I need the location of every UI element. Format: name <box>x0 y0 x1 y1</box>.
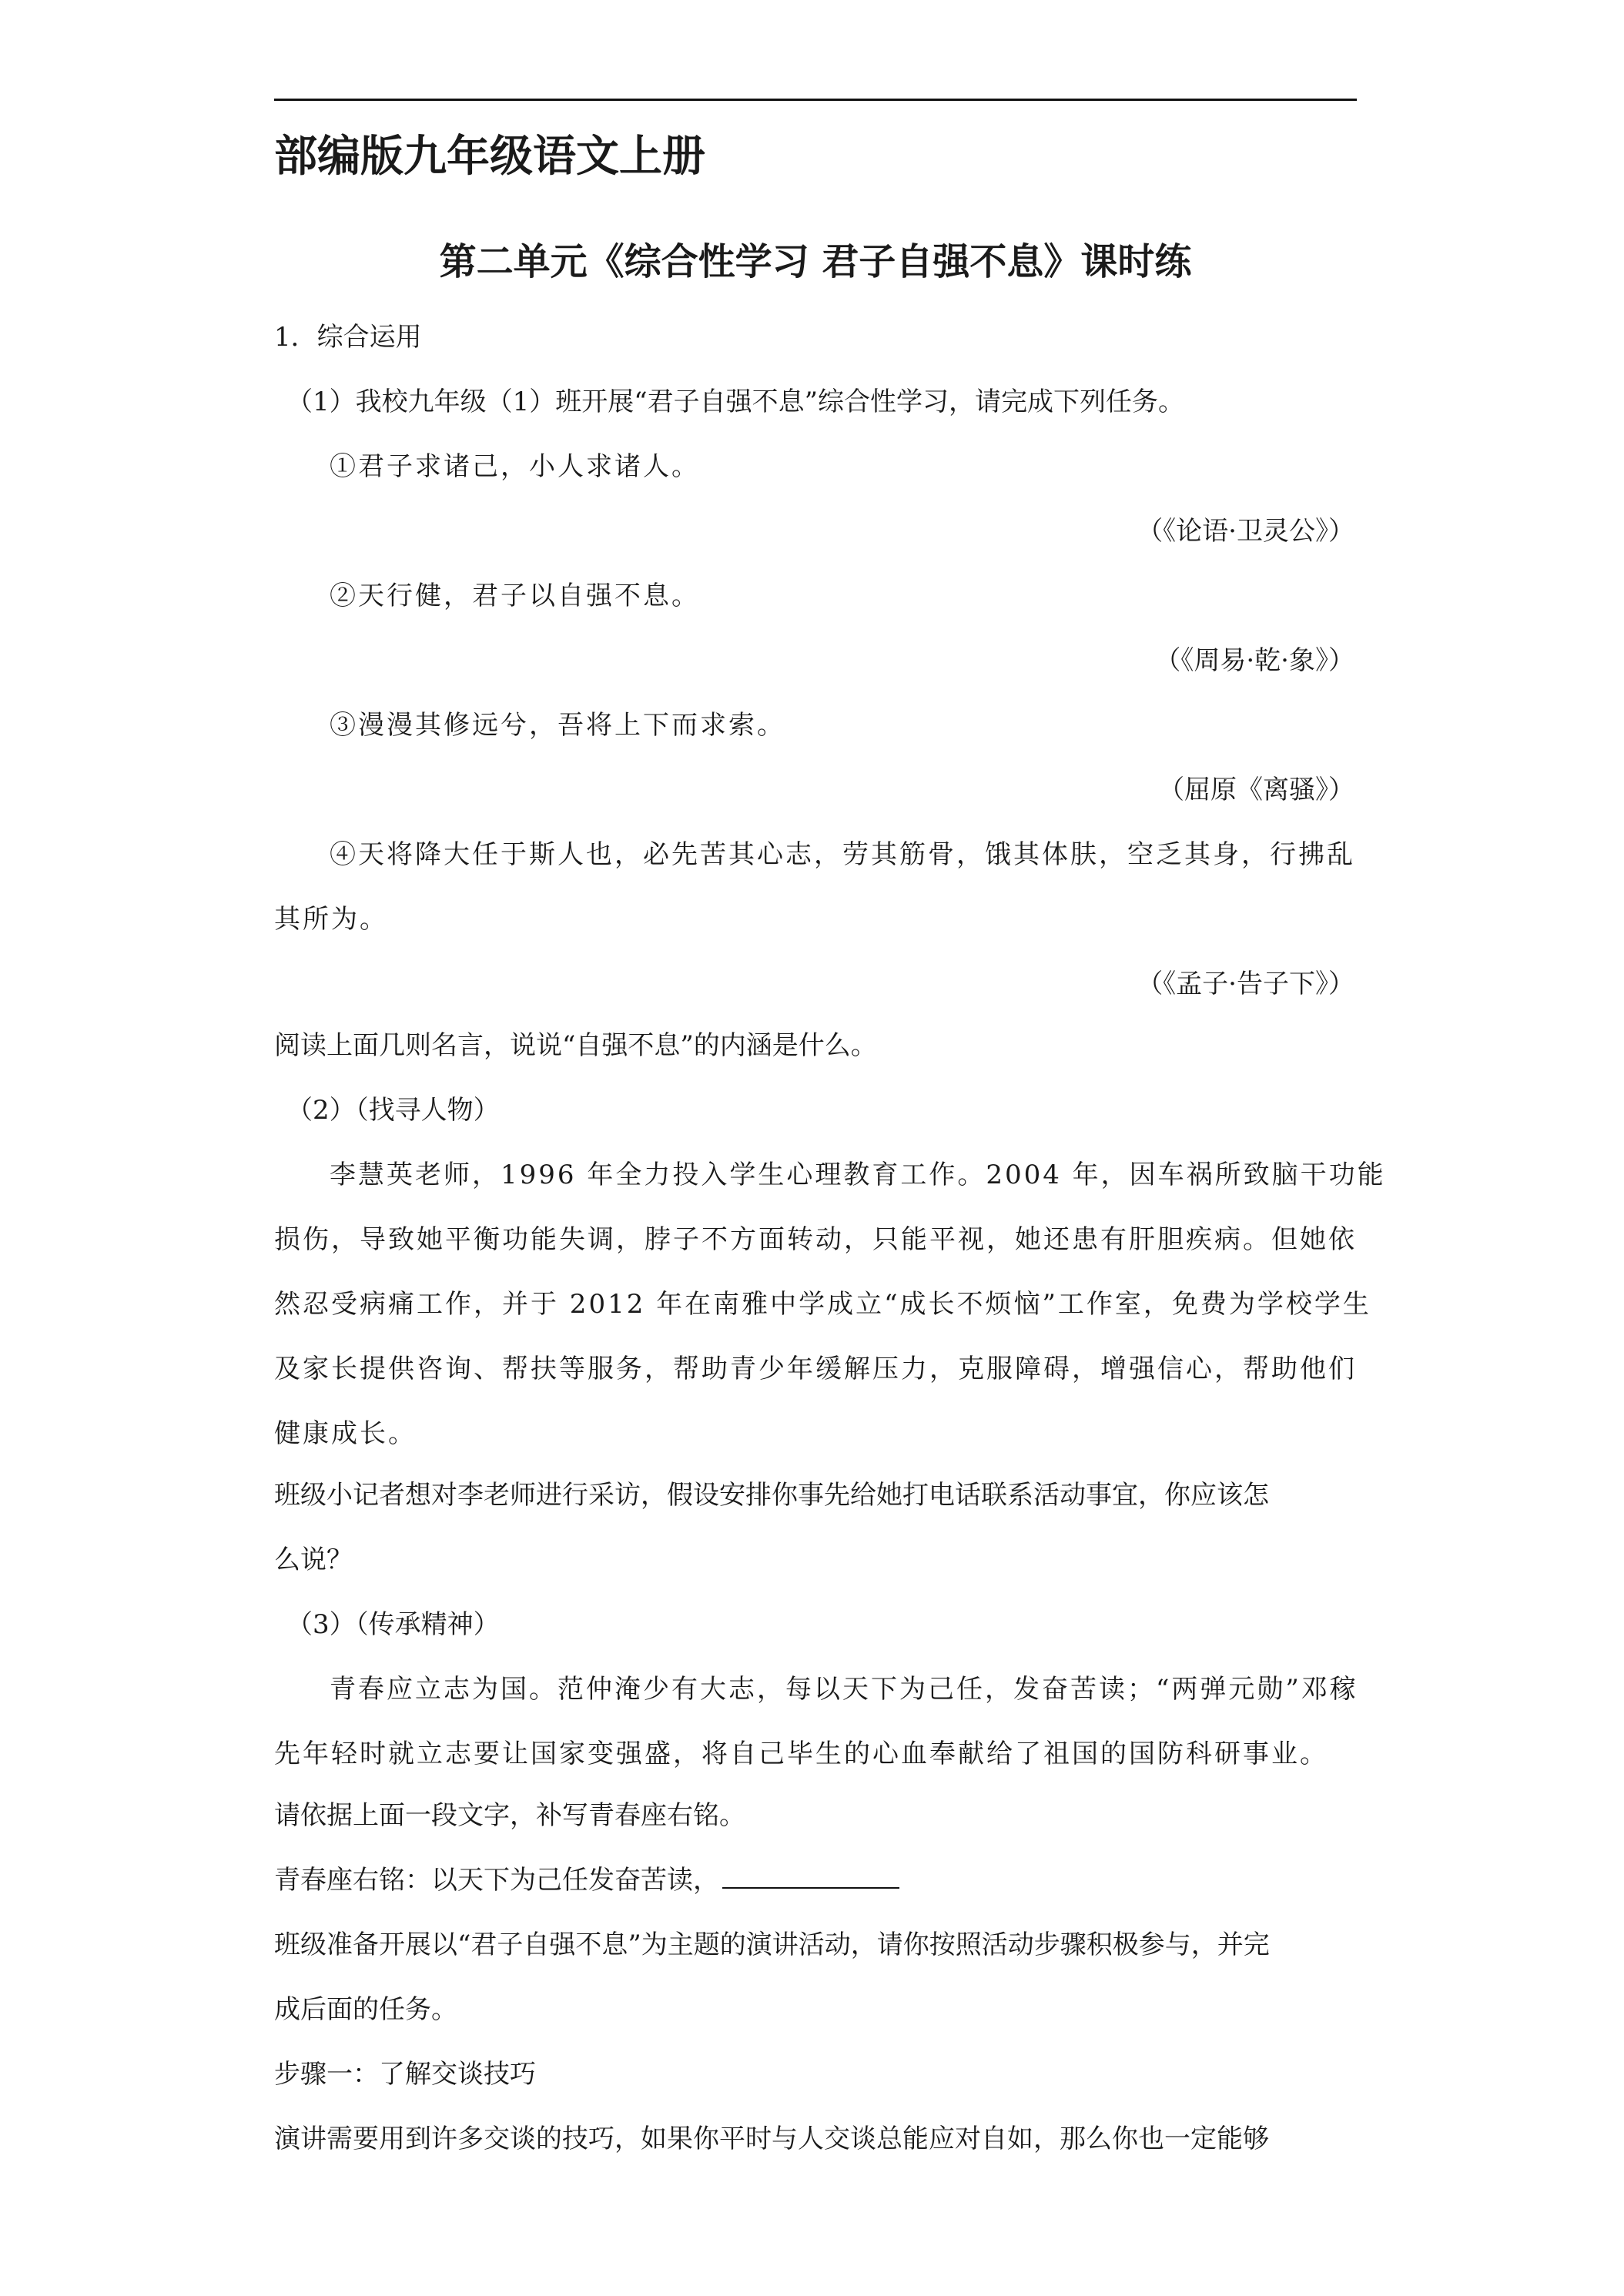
part3-heading: （3）（传承精神） <box>286 1609 500 1640</box>
part2-para-line: 然忍受病痛工作，并于 2012 年在南雅中学成立“成长不烦恼”工作室，免费为学校学生 <box>274 1289 1371 1320</box>
quote-4-line1: ④天将降大任于斯人也，必先苦其心志，劳其筋骨，饿其体肤，空乏其身，行拂乱 <box>330 839 1355 870</box>
step1-heading: 步骤一：了解交谈技巧 <box>274 2059 536 2090</box>
quote-3-source: （屈原《离骚》） <box>1158 775 1354 805</box>
doc-title: 部编版九年级语文上册 <box>274 132 705 182</box>
speech-intro-line: 成后面的任务。 <box>274 1994 457 2025</box>
quote-2-source: （《周易·乾·象》） <box>1154 645 1354 676</box>
part2-question-line: 班级小记者想对李老师进行采访，假设安排你事先给她打电话联系活动事宜，你应该怎 <box>274 1480 1269 1511</box>
quote-2: ②天行健，君子以自强不息。 <box>330 581 700 611</box>
motto-prefix: 青春座右铭：以天下为己任发奋苦读， <box>274 1865 719 1896</box>
part2-para-line: 李慧英老师，1996 年全力投入学生心理教育工作。2004 年，因车祸所致脑干功能 <box>330 1160 1386 1190</box>
part2-para-line: 健康成长。 <box>274 1418 417 1449</box>
part2-question-line: 么说？ <box>274 1545 353 1575</box>
quote-4-line2: 其所为。 <box>274 904 388 935</box>
part2-heading: （2）（找寻人物） <box>286 1095 500 1126</box>
part3-para-line: 青春应立志为国。范仲淹少有大志，每以天下为己任，发奋苦读；“两弹元勋”邓稼 <box>330 1674 1358 1705</box>
part3-task: 请依据上面一段文字，补写青春座右铭。 <box>274 1800 745 1831</box>
motto-line <box>274 1859 899 1902</box>
part2-para-line: 及家长提供咨询、帮扶等服务，帮助青少年缓解压力，克服障碍，增强信心，帮助他们 <box>274 1354 1357 1384</box>
part1-question: 阅读上面几则名言，说说“自强不息”的内涵是什么。 <box>274 1030 877 1061</box>
speech-intro-line: 班级准备开展以“君子自强不息”为主题的演讲活动，请你按照活动步骤积极参与，并完 <box>274 1930 1270 1960</box>
part2-para-line: 损伤，导致她平衡功能失调，脖子不方面转动，只能平视，她还患有肝胆疾病。但她依 <box>274 1224 1357 1255</box>
quote-4-source: （《孟子·告子下》） <box>1137 969 1354 999</box>
part3-para-line: 先年轻时就立志要让国家变强盛，将自己毕生的心血奉献给了祖国的国防科研事业。 <box>274 1739 1328 1769</box>
quote-1: ①君子求诸己，小人求诸人。 <box>330 451 700 482</box>
quote-3: ③漫漫其修远兮，吾将上下而求索。 <box>330 710 785 741</box>
question-heading: 1．综合运用 <box>274 322 422 353</box>
unit-title: 第二单元《综合性学习 君子自强不息》课时练 <box>439 240 1192 283</box>
part1-intro: （1）我校九年级（1）班开展“君子自强不息”综合性学习，请完成下列任务。 <box>286 387 1185 417</box>
motto-blank[interactable] <box>722 1861 899 1889</box>
quote-1-source: （《论语·卫灵公》） <box>1137 516 1354 547</box>
step1-text: 演讲需要用到许多交谈的技巧，如果你平时与人交谈总能应对自如，那么你也一定能够 <box>274 2124 1269 2154</box>
header-rule <box>274 99 1357 101</box>
